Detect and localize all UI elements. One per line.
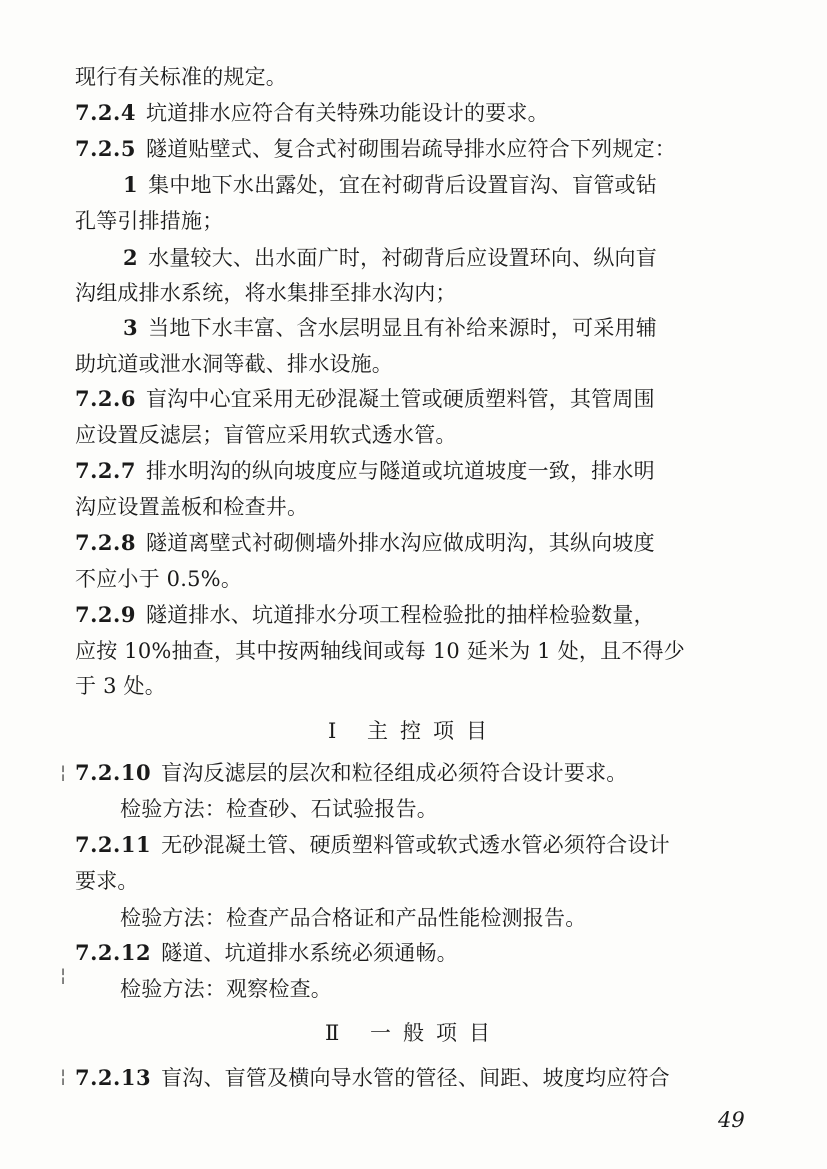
- paragraph-line: 沟应设置盖板和检查井。: [75, 495, 309, 519]
- clause-number: 7.2.11: [75, 832, 152, 857]
- revision-mark: ¦: [60, 965, 67, 986]
- clause-7-2-6: 7.2.6 盲沟中心宜采用无砂混凝土管或硬质塑料管，其管周围: [75, 386, 655, 411]
- list-item-1: 1 集中地下水出露处，宜在衬砌背后设置盲沟、盲管或钻: [123, 172, 657, 197]
- clause-number: 7.2.12: [75, 940, 152, 965]
- clause-7-2-13: 7.2.13 盲沟、盲管及横向导水管的管径、间距、坡度均应符合: [75, 1065, 670, 1090]
- section-heading-main-control: Ⅰ 主控项目: [328, 719, 499, 743]
- clause-7-2-10: 7.2.10 盲沟反滤层的层次和粒径组成必须符合设计要求。: [75, 760, 628, 785]
- clause-number: 7.2.6: [75, 386, 136, 411]
- clause-7-2-7: 7.2.7 排水明沟的纵向坡度应与隧道或坑道坡度一致，排水明: [75, 458, 655, 483]
- list-item-2: 2 水量较大、出水面广时，衬砌背后应设置环向、纵向盲: [123, 245, 657, 270]
- clause-number: 7.2.13: [75, 1065, 152, 1090]
- clause-number: 7.2.8: [75, 530, 136, 555]
- clause-number: 7.2.5: [75, 136, 136, 161]
- paragraph-line: 助坑道或泄水洞等截、排水设施。: [75, 352, 393, 376]
- clause-7-2-5: 7.2.5 隧道贴壁式、复合式衬砌围岩疏导排水应符合下列规定：: [75, 136, 676, 161]
- paragraph-line: 要求。: [75, 869, 139, 893]
- paragraph-line: 于 3 处。: [75, 674, 166, 698]
- paragraph-line: 应按 10%抽查，其中按两轴线间或每 10 延米为 1 处，且不得少: [75, 639, 685, 663]
- clause-7-2-8: 7.2.8 隧道离壁式衬砌侧墙外排水沟应做成明沟，其纵向坡度: [75, 530, 655, 555]
- paragraph-line: 不应小于 0.5%。: [75, 567, 243, 591]
- item-number: 3: [123, 315, 139, 340]
- clause-7-2-4: 7.2.4 坑道排水应符合有关特殊功能设计的要求。: [75, 100, 549, 125]
- clause-7-2-9: 7.2.9 隧道排水、坑道排水分项工程检验批的抽样检验数量，: [75, 602, 655, 627]
- item-number: 1: [123, 172, 139, 197]
- revision-mark: ¦: [60, 1066, 67, 1087]
- paragraph-line: 沟组成排水系统，将水集排至排水沟内；: [75, 281, 457, 305]
- clause-number: 7.2.9: [75, 602, 136, 627]
- inspection-method: 检验方法：观察检查。: [120, 977, 332, 1001]
- clause-7-2-11: 7.2.11 无砂混凝土管、硬质塑料管或软式透水管必须符合设计: [75, 832, 670, 857]
- inspection-method: 检验方法：检查砂、石试验报告。: [120, 797, 438, 821]
- revision-mark: ¦: [60, 762, 67, 783]
- clause-number: 7.2.7: [75, 458, 136, 483]
- clause-7-2-12: 7.2.12 隧道、坑道排水系统必须通畅。: [75, 940, 458, 965]
- page-number: 49: [718, 1108, 745, 1132]
- clause-number: 7.2.4: [75, 100, 136, 125]
- paragraph-line: 孔等引排措施；: [75, 209, 224, 233]
- inspection-method: 检验方法：检查产品合格证和产品性能检测报告。: [120, 906, 587, 930]
- paragraph-line: 现行有关标准的规定。: [75, 65, 287, 89]
- item-number: 2: [123, 245, 139, 270]
- clause-number: 7.2.10: [75, 760, 152, 785]
- list-item-3: 3 当地下水丰富、含水层明显且有补给来源时，可采用辅: [123, 315, 657, 340]
- paragraph-line: 应设置反滤层；盲管应采用软式透水管。: [75, 423, 457, 447]
- section-heading-general: Ⅱ 一般项目: [325, 1021, 502, 1045]
